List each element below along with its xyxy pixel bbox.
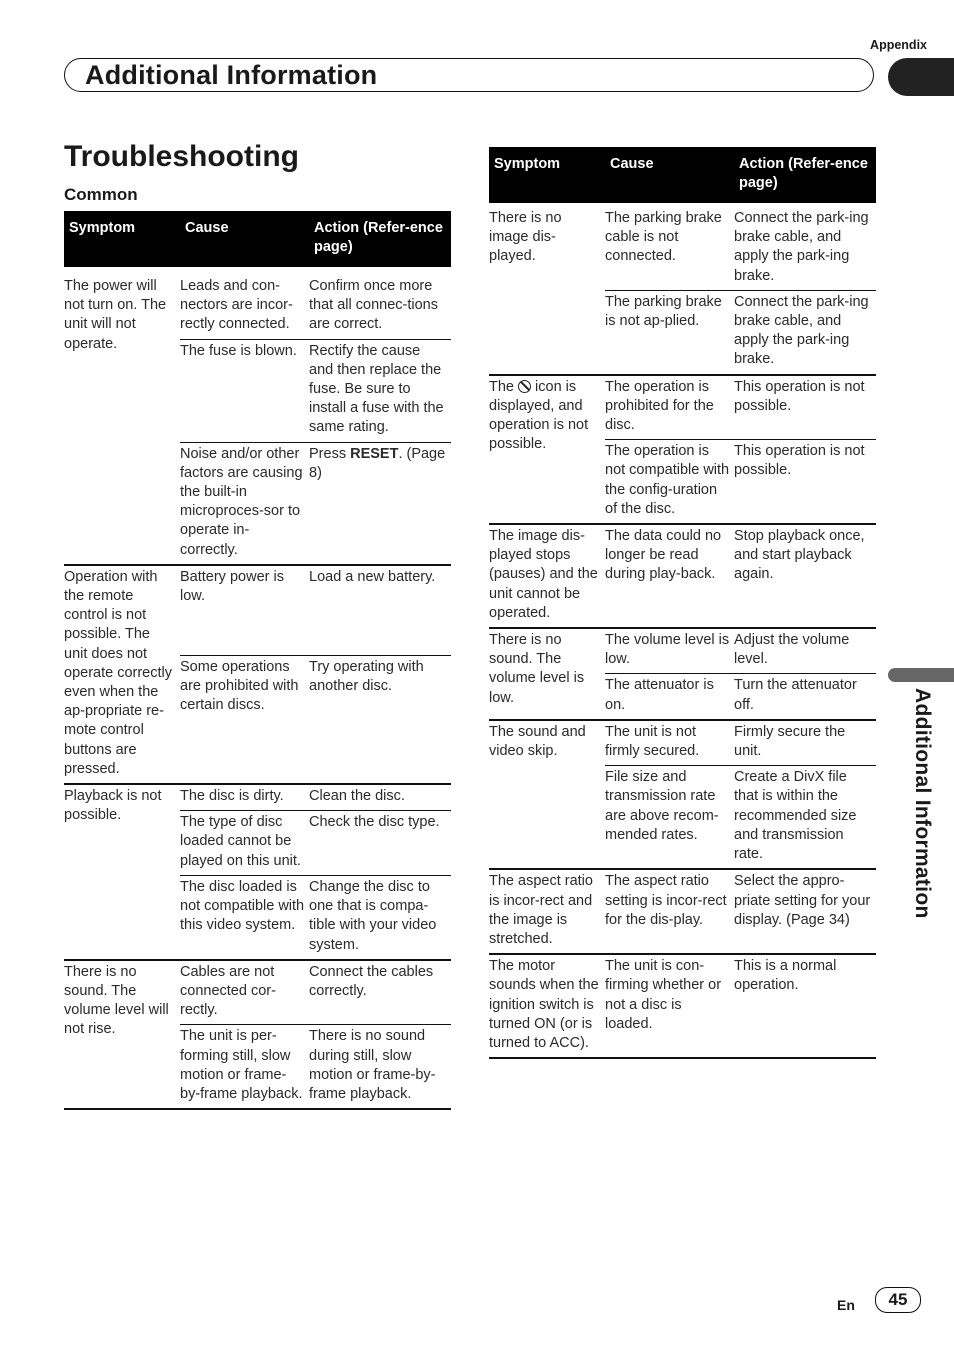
appendix-label: Appendix	[870, 38, 927, 52]
table-row	[489, 628, 876, 674]
table-row	[489, 720, 876, 766]
cause-cell: The aspect ratio setting is incor-rect for the dis-play.	[605, 869, 734, 954]
cause-cell: Battery power is low.	[180, 565, 309, 656]
cause-cell: The disc is dirty.	[180, 784, 309, 811]
symptom-cell: There is no sound. The volume level will not rise.	[64, 960, 180, 1109]
cause-cell: The disc loaded is not compatible with this video system.	[180, 875, 309, 959]
action-cell: Clean the disc.	[309, 784, 451, 811]
column-header-symptom: Symptom	[64, 211, 180, 267]
section-header-title: Additional Information	[85, 60, 378, 90]
table-row	[489, 869, 876, 954]
troubleshooting-table-common	[64, 211, 451, 1110]
symptom-cell: The sound and video skip.	[489, 720, 605, 869]
action-cell: Connect the park-ing brake cable, and apply the park-ing brake.	[734, 290, 876, 374]
action-cell: This is a normal operation.	[734, 954, 876, 1058]
symptom-text: icon is displayed, and operation is not possible.	[489, 378, 589, 453]
reset-key-label: RESET	[350, 445, 399, 462]
cause-cell: Leads and con-nectors are incor-rectly connected.	[180, 275, 309, 339]
symptom-cell	[489, 375, 605, 524]
side-section-label: Additional Information	[911, 688, 934, 919]
cause-cell: The volume level is low.	[605, 628, 734, 674]
cause-cell: The data could no longer be read during play-back.	[605, 524, 734, 628]
action-cell: This operation is not possible.	[734, 440, 876, 524]
action-text: . (Page 8)	[309, 445, 446, 481]
cause-cell: The type of disc loaded cannot be played on this unit.	[180, 811, 309, 876]
table-row	[489, 954, 876, 1058]
action-cell: Firmly secure the unit.	[734, 720, 876, 766]
action-cell: Connect the cables correctly.	[309, 960, 451, 1025]
action-cell: There is no sound during still, slow motion or frame-by-frame playback.	[309, 1025, 451, 1109]
cause-cell: The unit is con-firming whether or not a disc is loaded.	[605, 954, 734, 1058]
table-row	[64, 565, 451, 656]
section-header-tab	[888, 58, 954, 96]
symptom-cell: The aspect ratio is incor-rect and the image is stretched.	[489, 869, 605, 954]
table-row	[64, 267, 451, 275]
page-title: Troubleshooting	[64, 140, 299, 173]
language-code: En	[837, 1297, 855, 1313]
action-cell: Connect the park-ing brake cable, and apply the park-ing brake.	[734, 207, 876, 290]
cause-cell: Noise and/or other factors are causing the built-in microproces-sor to operate in-correctly.	[180, 442, 309, 565]
action-cell: Create a DivX file that is within the recommended size and transmission rate.	[734, 766, 876, 870]
page-number: 45	[875, 1287, 921, 1313]
column-header-cause: Cause	[605, 147, 734, 203]
action-cell: Turn the attenuator off.	[734, 674, 876, 720]
cause-cell: Some operations are prohibited with certain discs.	[180, 655, 309, 784]
troubleshooting-table-continued	[489, 147, 876, 1059]
action-cell: Select the appro-priate setting for your display. (Page 34)	[734, 869, 876, 954]
action-cell: Check the disc type.	[309, 811, 451, 876]
cause-cell: Cables are not connected cor-rectly.	[180, 960, 309, 1025]
action-cell: Adjust the volume level.	[734, 628, 876, 674]
table-header-row	[64, 211, 451, 267]
action-cell	[309, 442, 451, 565]
symptom-cell: The motor sounds when the ignition switch is turned ON (or is turned to ACC).	[489, 954, 605, 1058]
table-row	[489, 524, 876, 628]
column-header-action: Action (Refer-ence page)	[734, 147, 876, 203]
symptom-cell: Operation with the remote control is not possible. The unit does not operate correctly even when the ap-propriate re-mote control buttons are pressed.	[64, 565, 180, 784]
cause-cell: The attenuator is on.	[605, 674, 734, 720]
column-header-symptom: Symptom	[489, 147, 605, 203]
section-header-bar	[64, 58, 874, 92]
symptom-cell: The power will not turn on. The unit will not operate.	[64, 275, 180, 565]
action-cell: Confirm once more that all connec-tions are correct.	[309, 275, 451, 339]
column-header-cause: Cause	[180, 211, 309, 267]
cause-cell: The parking brake cable is not connected.	[605, 207, 734, 290]
table-row	[489, 207, 876, 290]
action-cell: Try operating with another disc.	[309, 655, 451, 784]
table-row	[489, 375, 876, 440]
cause-cell: The operation is prohibited for the disc.	[605, 375, 734, 440]
action-cell: Load a new battery.	[309, 565, 451, 656]
cause-cell: The parking brake is not ap-plied.	[605, 290, 734, 374]
action-cell: Rectify the cause and then replace the fuse. Be sure to install a fuse with the same rating.	[309, 339, 451, 442]
symptom-cell: There is no image dis-played.	[489, 207, 605, 375]
side-tab-marker	[888, 668, 954, 682]
symptom-text: The	[489, 378, 519, 395]
column-header-action: Action (Refer-ence page)	[309, 211, 451, 267]
table-row	[64, 275, 451, 339]
symptom-cell: Playback is not possible.	[64, 784, 180, 960]
symptom-cell: The image dis-played stops (pauses) and the unit cannot be operated.	[489, 524, 605, 628]
cause-cell: The unit is not firmly secured.	[605, 720, 734, 766]
action-cell: Stop playback once, and start playback again.	[734, 524, 876, 628]
symptom-cell: There is no sound. The volume level is low.	[489, 628, 605, 720]
action-cell: Change the disc to one that is compa-tible with your video system.	[309, 875, 451, 959]
action-cell: This operation is not possible.	[734, 375, 876, 440]
table-row	[64, 960, 451, 1025]
cause-cell: The operation is not compatible with the config-uration of the disc.	[605, 440, 734, 524]
prohibited-icon	[518, 380, 531, 393]
cause-cell: The fuse is blown.	[180, 339, 309, 442]
cause-cell: File size and transmission rate are above recom-mended rates.	[605, 766, 734, 870]
action-text: Press	[309, 445, 351, 462]
table-row	[64, 784, 451, 811]
table-header-row	[489, 147, 876, 203]
cause-cell: The unit is per-forming still, slow motion or frame-by-frame playback.	[180, 1025, 309, 1109]
section-subtitle: Common	[64, 185, 138, 204]
